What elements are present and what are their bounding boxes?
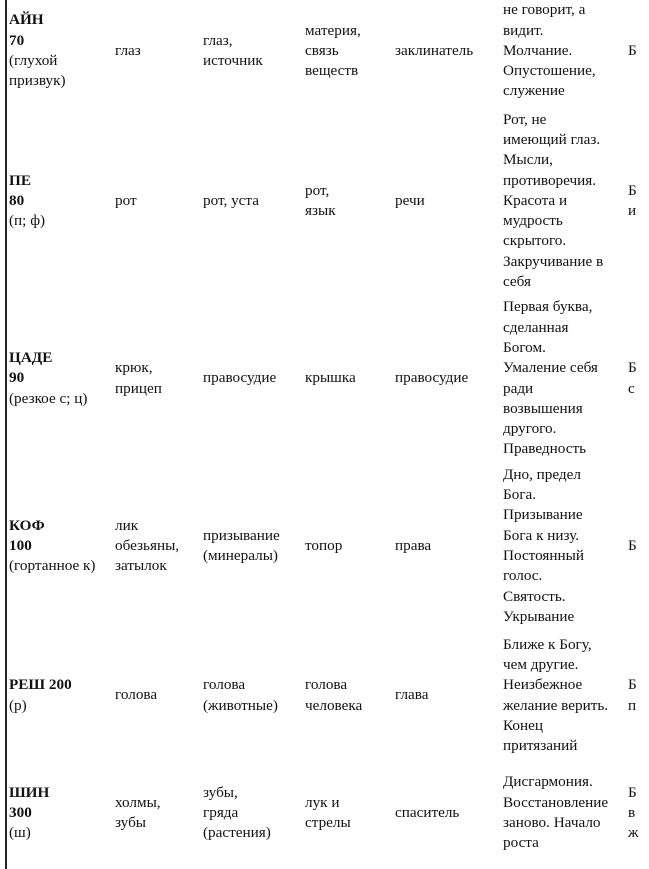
cell-text: топор (305, 536, 343, 554)
cell-text: глава (395, 686, 429, 704)
letter-sound: (резкое с; ц) (9, 389, 88, 407)
cell-text: Ближе к Богу, чем другие. Неизбежное желание верить. Конец притязаний (503, 635, 609, 755)
cell-text: Рот, не имеющий глаз. Мысли, противоречия. Красота и мудрость скрытого. Закручивание в себя (503, 110, 604, 291)
table-cell (115, 771, 201, 855)
letter-sound: (ш) (9, 824, 31, 842)
letter-name: ПЕ (9, 171, 31, 189)
cell-text: правосудие (203, 369, 277, 387)
letter-value: 90 (9, 369, 25, 387)
cell-text: призывание (минералы) (203, 526, 280, 564)
table-cell (203, 632, 303, 759)
table-cell (503, 107, 625, 295)
letter-name: АЙН (9, 11, 44, 29)
cell-text: права (395, 536, 432, 554)
cell-text: Дно, предел Бога. Призывание Бога к низу. Постоянный голос. Святость. Укрывание (503, 465, 584, 625)
table-cell (305, 107, 393, 295)
cell-text: лик обезьяны, затылок (115, 516, 180, 575)
table-cell (203, 0, 303, 106)
cell-text: зубы, гряда (растения) (203, 783, 271, 842)
table-row-resh (0, 632, 649, 759)
cell-text: не говорит, а видит. Молчание. Опустошение, служение (503, 1, 596, 100)
letter-cell (9, 107, 113, 295)
table-cell (395, 0, 500, 106)
cell-text: Б и (628, 181, 637, 219)
table-cell (203, 107, 303, 295)
cell-text: Б с (628, 359, 637, 397)
table-cell (503, 0, 625, 106)
cell-text: Б (628, 41, 637, 59)
table-cell (305, 296, 393, 461)
cell-text: рот, язык (305, 181, 336, 219)
table-cell (305, 771, 393, 855)
letter-name: ШИН (9, 783, 50, 801)
cell-text: рот (115, 191, 137, 209)
letter-name: ЦАДЕ (9, 349, 53, 367)
cell-text: крышка (305, 369, 356, 387)
table-row-ayin (0, 0, 649, 106)
cell-text: Б п (628, 676, 637, 714)
table-cell-clipped (628, 462, 649, 630)
letter-sound: (р) (9, 696, 27, 714)
table-cell-clipped (628, 296, 649, 461)
letter-cell (9, 296, 113, 461)
cell-text: лук и стрелы (305, 793, 351, 831)
letter-value: 300 (9, 803, 32, 821)
cell-text: глаз, источник (203, 31, 263, 69)
letter-cell (9, 771, 113, 855)
table-cell-clipped (628, 632, 649, 759)
table-row-tsade (0, 296, 649, 461)
table-cell (203, 296, 303, 461)
table-row-pe (0, 107, 649, 295)
cell-text: речи (395, 191, 425, 209)
table-cell (115, 296, 201, 461)
cell-text: голова (животные) (203, 676, 278, 714)
cell-text: глаз (115, 41, 141, 59)
letter-sound: (гортанное к) (9, 557, 96, 575)
cell-text: рот, уста (203, 191, 259, 209)
letter-value: 70 (9, 31, 25, 49)
table-cell (395, 632, 500, 759)
table-cell (305, 462, 393, 630)
table-cell (115, 462, 201, 630)
table-cell (115, 632, 201, 759)
table-cell (203, 771, 303, 855)
cell-text: правосудие (395, 369, 469, 387)
cell-text: заклинатель (395, 41, 474, 59)
letter-cell (9, 462, 113, 630)
table-cell-clipped (628, 771, 649, 855)
table-cell (503, 462, 625, 630)
cell-text: голова (115, 686, 158, 704)
table-cell (305, 0, 393, 106)
table-cell (503, 632, 625, 759)
table-cell (503, 296, 625, 461)
table-cell (395, 107, 500, 295)
table-cell (115, 0, 201, 106)
letter-name: РЕШ 200 (9, 676, 72, 694)
cell-text: Б (628, 536, 637, 554)
letter-cell (9, 632, 113, 759)
table-row-shin (0, 771, 649, 855)
cell-text: Первая буква, сделанная Богом. Умаление себя ради возвышения другого. Праведность (503, 298, 598, 458)
cell-text: Дисгармония. Восстановление заново. Начало роста (503, 773, 609, 852)
cell-text: Б в ж (628, 783, 639, 842)
table-row-kof (0, 462, 649, 630)
table-cell (305, 632, 393, 759)
table-cell (203, 462, 303, 630)
letter-cell (9, 0, 113, 106)
letter-value: 80 (9, 191, 25, 209)
cell-text: материя, связь веществ (305, 21, 361, 80)
cell-text: голова человека (305, 676, 363, 714)
cell-text: спаситель (395, 803, 460, 821)
table-cell-clipped (628, 0, 649, 106)
cell-text: холмы, зубы (115, 793, 161, 831)
table-cell (503, 771, 625, 855)
cell-text: крюк, прицеп (115, 359, 162, 397)
letter-value: 100 (9, 536, 32, 554)
letter-name: КОФ (9, 516, 45, 534)
table-cell (395, 462, 500, 630)
table-cell (395, 296, 500, 461)
letter-sound: (п; ф) (9, 212, 46, 230)
table-cell (395, 771, 500, 855)
table-cell-clipped (628, 107, 649, 295)
table-cell (115, 107, 201, 295)
letter-sound: (глухой призвук) (9, 52, 66, 90)
